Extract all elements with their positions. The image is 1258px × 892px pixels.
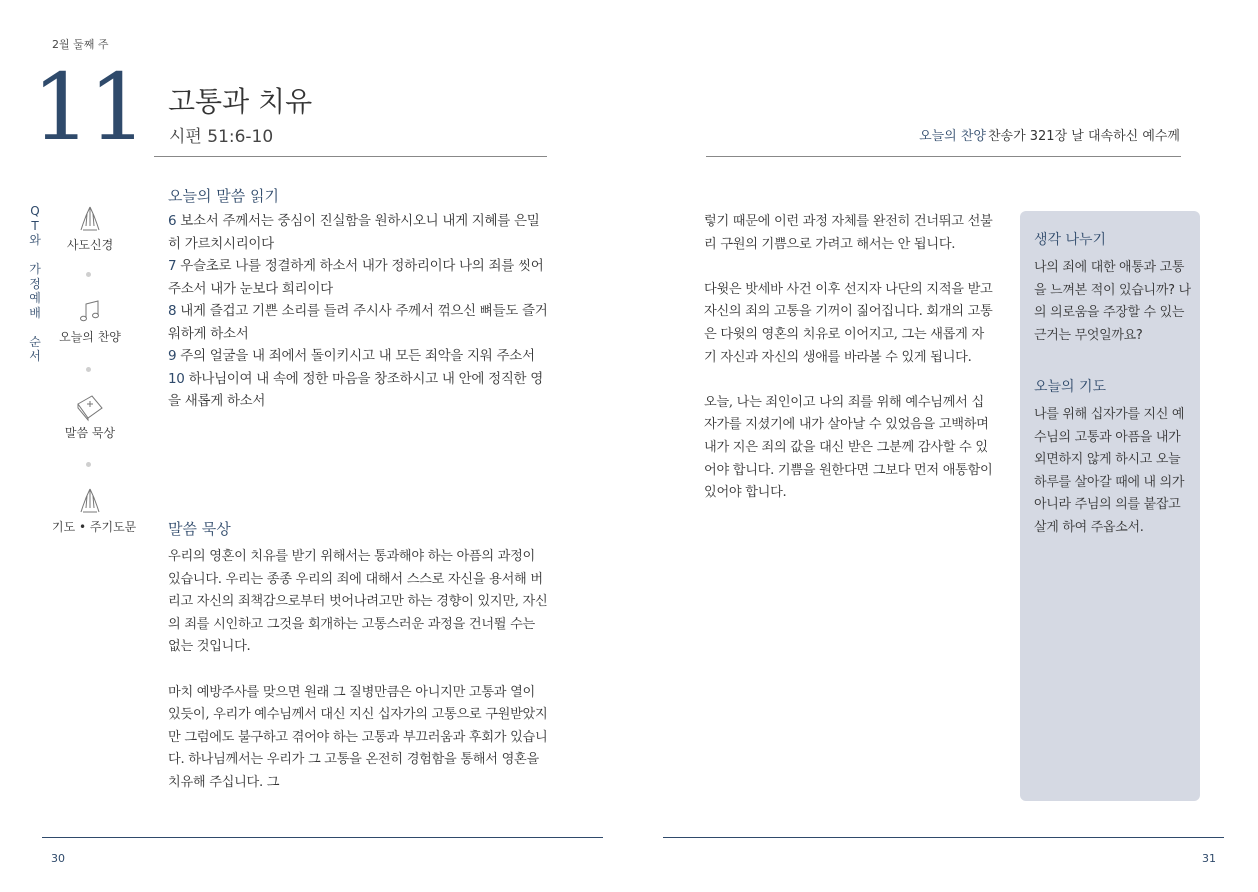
scripture-reference: 시편 51:6-10	[169, 127, 274, 147]
meditation-paragraph: 다윗은 밧세바 사건 이후 선지자 나단의 지적을 받고 자신의 죄의 고통을 기꺼이 짊어집니다. 회개의 고통은 다윗의 영혼의 치유로 이어지고, 그는 새롭게 자기 자신과 자신의 생애를 바라볼 수 있게 됩니다.	[704, 281, 993, 365]
sidebar-item-creed	[52, 204, 128, 253]
verse-number: 9	[168, 348, 177, 364]
vertical-char	[28, 320, 42, 335]
sidebar-item-prayer	[52, 486, 137, 535]
share-text: 나의 죄에 대한 애통과 고통을 느껴본 적이 있습니까? 나의 의로움을 주장할 수 있는 근거는 무엇일까요?	[1034, 260, 1191, 343]
verse-text: 하나님이여 내 속에 정한 마음을 창조하시고 내 안에 정직한 영을 새롭게 하소서	[168, 370, 544, 409]
vertical-char: T	[31, 218, 39, 233]
sidebar-dot	[86, 462, 91, 467]
week-label: 2월 둘째 주	[52, 38, 109, 51]
meditation-paragraph: 우리의 영혼이 치유를 받기 위해서는 통과해야 하는 아픔의 과정이 있습니다. 우리는 종종 우리의 죄에 대해서 스스로 자신을 용서해 버리고 자신의 죄책감으로부터 벗어나려고만 하는 경향이 있지만, 자신의 죄를 시인하고 그것을 회개하는 고통스러운 과정을 건너뛸 수는 없는 것입니다.	[168, 549, 548, 655]
vertical-char: 순	[29, 334, 41, 349]
page-number-left: 30	[51, 852, 65, 865]
sidebar-item-label: 사도신경	[66, 238, 114, 252]
verse	[168, 210, 548, 255]
vertical-char	[28, 248, 42, 263]
vertical-char: 예	[29, 291, 41, 305]
footer-divider-right	[663, 837, 1224, 838]
footer-divider-left	[42, 837, 603, 838]
verse-number: 7	[168, 258, 177, 274]
reading-heading: 오늘의 말씀 읽기	[168, 187, 279, 205]
vertical-char: 배	[29, 305, 41, 320]
prayer-heading: 오늘의 기도	[1034, 379, 1107, 395]
qt-order-vertical-text	[28, 204, 42, 364]
verse-text: 보소서 주께서는 중심이 진실함을 원하시오니 내게 지혜를 은밀히 가르치시리이다	[168, 213, 540, 252]
share-heading: 생각 나누기	[1034, 232, 1107, 248]
verse-number: 6	[168, 213, 177, 229]
meditation-continued	[704, 211, 994, 527]
verse	[168, 345, 548, 368]
music-note-icon	[75, 296, 105, 326]
page-number-right: 31	[1202, 852, 1216, 865]
reflection-box	[1020, 211, 1200, 801]
hymn-label: 오늘의 찬양	[919, 129, 986, 144]
day-number: 11	[32, 54, 146, 161]
verse	[168, 300, 548, 345]
sidebar-dot	[86, 272, 91, 277]
meditation-paragraph: 오늘, 나는 죄인이고 나의 죄를 위해 예수님께서 십자가를 지셨기에 내가 살아날 수 있었음을 고백하며 내가 지은 죄의 값을 대신 받은 그분께 감사할 수 있어야 합니다. 기쁨을 원한다면 그보다 먼저 애통함이 있어야 합니다.	[704, 394, 993, 501]
header-divider-right	[706, 156, 1181, 157]
verse	[168, 368, 548, 413]
verse-number: 8	[168, 303, 177, 319]
scripture-verses	[168, 210, 548, 413]
vertical-char: 와	[29, 233, 41, 247]
verse	[168, 255, 548, 300]
meditation-paragraph: 마치 예방주사를 맞으면 원래 그 질병만큼은 아니지만 고통과 열이 있듯이, 우리가 예수님께서 대신 지신 십자가의 고통으로 구원받았지만 그럼에도 불구하고 겪어야 하는 고통과 부끄러움과 후회가 있습니다. 하나님께서는 우리가 그 고통을 온전히 경험함을 통해서 영혼을 치유해 주십니다. 그	[168, 684, 548, 790]
hymn-title: 찬송가 321장 날 대속하신 예수께	[987, 129, 1180, 144]
vertical-char: 서	[29, 349, 41, 363]
verse-text: 내게 즐겁고 기쁜 소리를 들려 주시사 주께서 꺾으신 뼈들도 즐거워하게 하소서	[168, 303, 548, 342]
vertical-char: 정	[29, 276, 41, 291]
sidebar-item-hymn	[52, 296, 128, 345]
verse-text: 주의 얼굴을 내 죄에서 돌이키시고 내 모든 죄악을 지워 주소서	[176, 348, 535, 364]
page-title: 고통과 치유	[168, 85, 313, 118]
sidebar-item-meditation	[52, 392, 128, 441]
header-divider-left	[154, 156, 547, 157]
bible-icon	[74, 392, 106, 422]
sidebar-item-label: 말씀 묵상	[64, 426, 116, 440]
sidebar-dot	[86, 367, 91, 372]
praying-hands-icon	[75, 486, 105, 516]
prayer-text: 나를 위해 십자가를 지신 예수님의 고통과 아픔을 내가 외면하지 않게 하시고 오늘 하루를 살아갈 때에 내 의가 아니라 주님의 의를 붙잡고 살게 하여 주옵소서.	[1034, 407, 1185, 535]
sidebar-item-label: 기도 • 주기도문	[52, 520, 137, 534]
meditation-heading: 말씀 묵상	[168, 520, 231, 538]
praying-hands-icon	[75, 204, 105, 234]
meditation-body	[168, 546, 548, 817]
vertical-char: Q	[30, 204, 40, 218]
verse-number: 10	[168, 370, 185, 387]
sidebar-item-label: 오늘의 찬양	[59, 330, 121, 344]
vertical-char: 가	[29, 262, 41, 276]
meditation-paragraph: 렇기 때문에 이런 과정 자체를 완전히 건너뛰고 선불리 구원의 기쁨으로 가려고 해서는 안 됩니다.	[704, 214, 993, 252]
verse-text: 우슬초로 나를 정결하게 하소서 내가 정하리이다 나의 죄를 씻어 주소서 내가 눈보다 희리이다	[168, 258, 544, 297]
